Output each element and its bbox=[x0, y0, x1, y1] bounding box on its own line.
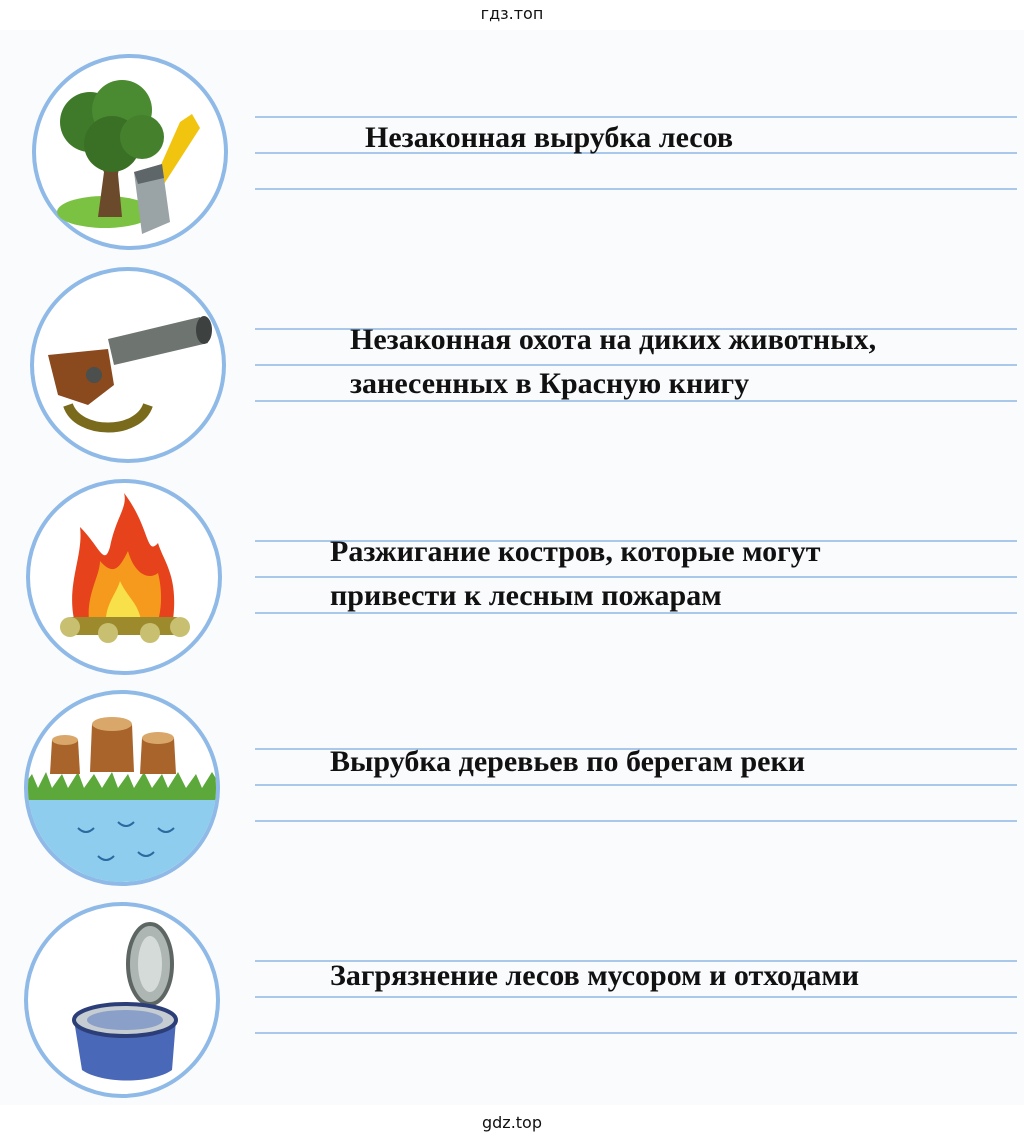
tree-stumps-river-icon bbox=[22, 688, 222, 888]
item-text: Разжигание костров, которые могут bbox=[330, 535, 821, 568]
item-text: Вырубка деревьев по берегам реки bbox=[330, 745, 806, 778]
item-text: Незаконная вырубка лесов bbox=[365, 121, 734, 154]
item-text: Загрязнение лесов мусором и отходами bbox=[330, 959, 860, 992]
watermark-bottom: gdz.top bbox=[481, 1113, 542, 1132]
tree-axe-icon bbox=[30, 52, 230, 252]
item-text: занесенных в Красную книгу bbox=[350, 367, 750, 400]
item-text: привести к лесным пожарам bbox=[330, 579, 722, 612]
hunting-rifle-icon bbox=[28, 265, 228, 465]
campfire-icon bbox=[24, 477, 224, 677]
watermark-top: гдз.топ bbox=[480, 4, 544, 23]
item-text: Незаконная охота на диких животных, bbox=[350, 323, 877, 356]
tin-can-icon bbox=[22, 900, 222, 1100]
